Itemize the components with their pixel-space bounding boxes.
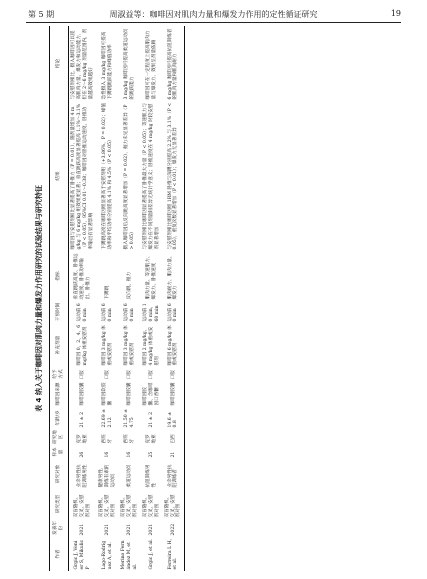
cell-region: 克罗地亚 — [145, 434, 157, 444]
cell-time: 运动前 60 min — [76, 303, 88, 322]
cell-conclusion: 3 mg/kg 咖啡因可提高柔道运动员的跳跃能力 — [123, 28, 135, 100]
cell-region: 西班牙 — [123, 434, 135, 444]
running-title: 周淑益等：咖啡因对肌肉力量和爆发力作用的定性循证研究 — [109, 10, 318, 19]
table-body — [68, 26, 185, 571]
cell-author: Merino Fernández M, et al. — [120, 540, 138, 570]
cell-type: 双盲随机、交叉、安慰剂对照 — [120, 494, 138, 518]
cell-year: 2021 — [126, 523, 132, 536]
cell-source: 咖啡因胶囊 — [163, 381, 185, 407]
column-header: 指标 — [50, 251, 69, 301]
rotated-table-area — [29, 26, 401, 571]
cell-source: 咖啡因胶囊、含咖啡因口香糖 — [142, 382, 160, 406]
cell-dose: 咖啡因 6 mg/kg 体重或安慰剂 — [163, 323, 185, 367]
cell-n: 25 — [148, 451, 154, 458]
cell-age: 19.6 ± 0.8 — [163, 407, 185, 429]
cell-year: 2021 — [79, 523, 85, 536]
header-rule — [26, 22, 401, 23]
table-row — [119, 26, 141, 571]
cell-conclusion: 与安慰剂相比，摄入咖啡因可以提高肌肉力量、爆发力和运动能力，但在 2～6 mg/kg 剂量范围内，剂量越高效果越好 — [70, 28, 94, 100]
cell-n: 26 — [79, 451, 85, 458]
cell-outcome: 垂直跳跃高度、卧推运动速度、卧推功率输出、卧推力 — [73, 253, 91, 300]
column-header: 给予方式 — [50, 367, 69, 381]
cell-dose: 咖啡因 0、2、4、6 mg/kg 体重安慰剂 — [76, 324, 88, 366]
cell-author: Grgic J, Venier S, Mikulic P — [73, 539, 91, 570]
table-title: 表 4 纳入关于咖啡因对肌肉力量和爆发力作用研究的试验结果与研究特征 — [35, 185, 43, 412]
cell-route: 口服 — [79, 370, 85, 380]
table-row — [141, 26, 163, 571]
cell-author: Ferreira L H, et al. — [163, 537, 185, 571]
studies-table — [49, 26, 185, 571]
cell-outcome: 肌肉力量、等速肌力、爆发力、卧推速度 — [145, 253, 157, 300]
cell-n: 21 — [163, 445, 185, 459]
issue-number: 第 5 期 — [28, 10, 55, 19]
column-header: 研究对象 — [50, 459, 69, 489]
cell-source: 咖啡因胶囊 — [79, 382, 85, 406]
cell-type: 双盲随机、交叉、安慰剂对照 — [73, 494, 91, 518]
column-header: 结论 — [50, 26, 69, 101]
cell-conclusion: 6 mg/kg 咖啡因可提高抗阻训练者的肌肉力量和肌肉耐力 — [163, 26, 185, 101]
cell-type: 双盲随机、交叉、安慰剂对照 — [163, 489, 185, 519]
column-header: 结果 — [50, 101, 69, 251]
column-header: 干预时间 — [50, 301, 69, 323]
cell-dose: 咖啡因 3 mg/kg 体重或安慰剂 — [123, 325, 135, 366]
cell-result: 下蹲跳高度在咖啡因组显著高于安慰剂组（+3.86%，P = 0.02）；峰值功率和平均功率分别提高 4.1% 和 4.5%（P < 0.05） — [101, 103, 113, 250]
cell-subjects: 业余男性抗阻训练者 — [163, 459, 185, 489]
column-header: 补充剂量 — [50, 323, 69, 367]
cell-subjects: 柔道运动员 — [126, 464, 132, 488]
cell-time: 运动前 60 min — [123, 303, 135, 322]
cell-source: 咖啡因软胶囊 — [101, 382, 113, 406]
cell-time: 运动前 60 min — [101, 303, 113, 322]
cell-subjects: 抗阻训练男性 — [145, 464, 157, 488]
cell-outcome: 下蹲跳 — [104, 285, 110, 300]
cell-year: 2022 — [163, 519, 185, 537]
cell-n: 16 — [126, 451, 132, 458]
rotated-table — [29, 26, 401, 571]
column-header: 作者 — [50, 537, 69, 571]
page-header — [0, 0, 427, 26]
cell-route: 口服 — [148, 370, 154, 380]
cell-result: 与安慰剂相比咖啡因显著提高了卧推最大力量（P < 0.05）；等速肌力与爆发力在不同剂量间差异无统计学意义；卧推速度在 4 mg/kg 时较安慰剂显著增加 — [142, 103, 160, 250]
cell-subjects: 业余男性抗阻训练男性 — [76, 464, 88, 488]
cell-type: 双盲随机、交叉、安慰剂对照 — [98, 494, 116, 518]
cell-route: 口服 — [104, 370, 110, 380]
column-header: 样本量 — [50, 445, 69, 459]
column-header: 研究地区 — [50, 429, 69, 445]
cell-time: 运动前 10 min、60 min — [142, 303, 160, 322]
cell-author: Grgic J, et al. — [148, 539, 154, 570]
cell-source: 咖啡因胶囊 — [126, 382, 132, 406]
table-row — [163, 26, 185, 571]
column-header: 发表年份 — [50, 519, 69, 537]
cell-year: 2021 — [148, 523, 154, 536]
column-header: 年龄/岁 — [50, 407, 69, 429]
cell-result: 摄入咖啡因后反向跳高度显著增加（P = 0.02），握力未见显著差异（P > 0.05） — [123, 104, 135, 250]
cell-region: 西班牙 — [101, 434, 113, 444]
cell-outcome: 反向跳、握力 — [126, 271, 132, 300]
cell-dose: 咖啡因 3 mg/kg 体重或安慰剂 — [101, 325, 113, 366]
cell-region: 克罗地亚 — [76, 434, 88, 444]
cell-outcome: 肌肉耐力、肌肉力量、爆发力 — [163, 251, 185, 301]
cell-conclusion: 咖啡因可在一定程度上提高肌肉力量与爆发力，效果呈剂量依赖 — [145, 30, 157, 100]
cell-dose: 咖啡因 2 mg/kg、4 mg/kg 体重或安慰剂 — [142, 326, 160, 366]
cell-route: 口服 — [126, 370, 132, 380]
table-header-row — [50, 26, 69, 571]
cell-result: 与安慰剂相比咖啡因组 1RM 卧推与深蹲分别提高 2.2% 与 3.1%（P < 0.05），重复次数显著增加（P < 0.01）；爆发力无显著差异 — [163, 101, 185, 251]
cell-result: 咖啡因与安慰剂相比显著提高了卧推力（P = 0.01），随剂量增加 4 mg/kg 与 6 mg/kg 组效果更显著；垂直跳跃高度显著提高 1.1%～3.1%（P < 0.05），95%CI 0.01～0.38；咖啡因对卧推运动速度、卧推功率输出有显著影响 — [70, 103, 94, 250]
cell-type: 双盲随机、交叉、安慰剂对照 — [142, 494, 160, 518]
column-header: 咖啡因来源 — [50, 381, 69, 407]
cell-region: 巴西 — [163, 429, 185, 445]
cell-author: Lago-Rodríguez A, et al. — [101, 540, 113, 570]
column-header: 研究类型 — [50, 489, 69, 519]
cell-age: 21 ± 2 — [79, 411, 85, 428]
cell-year: 2021 — [104, 523, 110, 536]
cell-subjects: 健康男性，训练有素的运动员 — [98, 464, 116, 488]
cell-route: 口服 — [163, 367, 185, 381]
cell-conclusion: 急性摄入 3 mg/kg 咖啡因可提高下蹲跳跳跃能力和峰值功率 — [101, 31, 113, 100]
cell-age: 21.50 ± 4.75 — [123, 409, 135, 428]
cell-n: 16 — [104, 451, 110, 458]
cell-age: 21 ± 2 — [148, 411, 154, 428]
table-row — [97, 26, 119, 571]
cell-age: 22.69 ± 2.12 — [101, 409, 113, 428]
cell-time: 运动前 60 min — [163, 301, 185, 323]
table-row — [68, 26, 96, 571]
page-number: 19 — [390, 9, 401, 18]
